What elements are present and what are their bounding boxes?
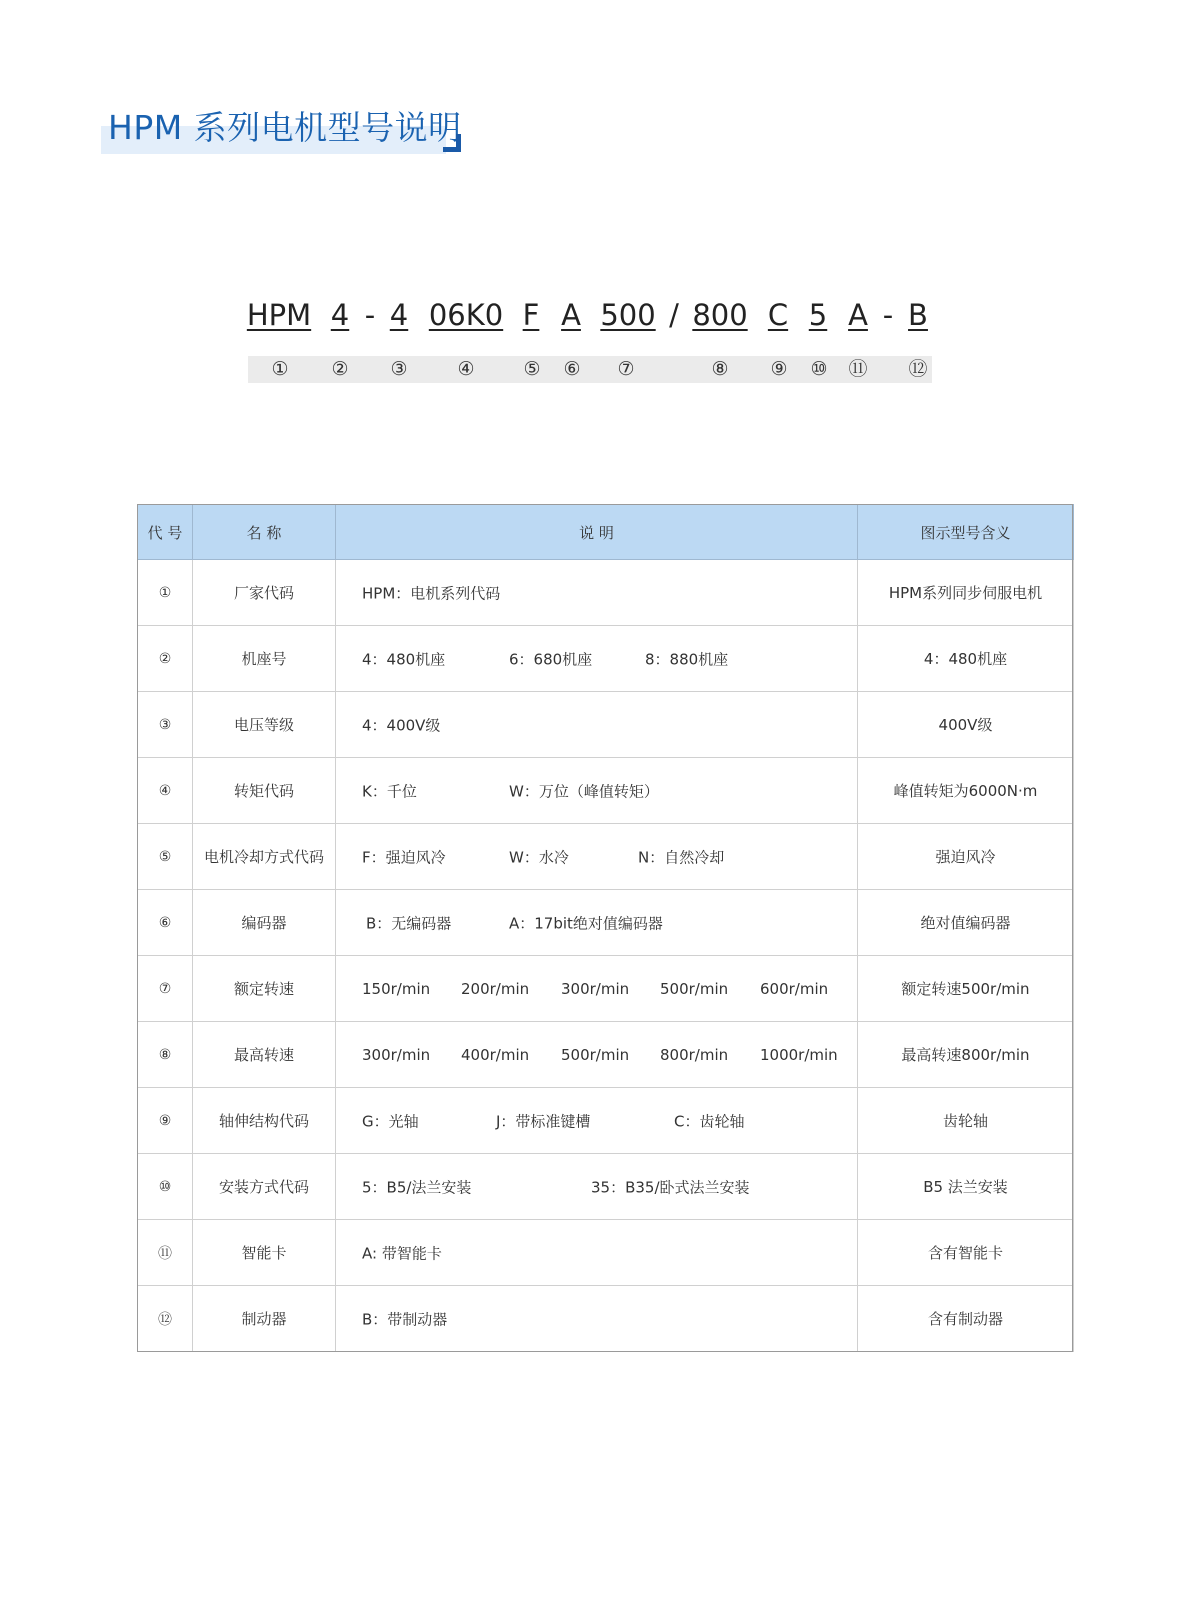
row-name: 安装方式代码 <box>193 1154 336 1220</box>
row-result: 含有智能卡 <box>858 1220 1074 1286</box>
desc-item: B：无编码器 <box>366 914 452 932</box>
row-code: ⑥ <box>138 890 193 956</box>
row-code: ② <box>138 626 193 692</box>
row-code: ④ <box>138 758 193 824</box>
row-desc <box>336 1220 858 1286</box>
code-segment: 5 <box>808 298 828 332</box>
row-desc <box>336 692 858 758</box>
desc-item: 4：400V级 <box>362 716 441 734</box>
row-name: 制动器 <box>193 1286 336 1352</box>
code-segment: 06K0 <box>428 298 504 332</box>
row-desc <box>336 1088 858 1154</box>
code-separator: - <box>882 298 894 332</box>
code-number: ⑦ <box>617 358 635 380</box>
row-code: ⑪ <box>138 1220 193 1286</box>
table-row <box>138 1220 1074 1286</box>
row-name: 编码器 <box>193 890 336 956</box>
desc-item: 300r/min <box>362 1045 431 1064</box>
header-desc: 说 明 <box>336 505 858 560</box>
desc-item: 200r/min <box>461 979 530 998</box>
table-row <box>138 626 1074 692</box>
desc-item: 500r/min <box>660 979 729 998</box>
row-name: 电压等级 <box>193 692 336 758</box>
row-desc <box>336 560 858 626</box>
table-row <box>138 1088 1074 1154</box>
code-number: ⑧ <box>711 358 729 380</box>
desc-item: W：水冷 <box>509 848 569 866</box>
row-code: ⑧ <box>138 1022 193 1088</box>
row-result: 绝对值编码器 <box>858 890 1074 956</box>
row-name: 机座号 <box>193 626 336 692</box>
table-row <box>138 824 1074 890</box>
desc-item: C：齿轮轴 <box>674 1112 745 1130</box>
desc-item: 600r/min <box>760 979 829 998</box>
row-name: 最高转速 <box>193 1022 336 1088</box>
desc-item: A：17bit绝对值编码器 <box>509 914 663 932</box>
row-result: B5 法兰安装 <box>858 1154 1074 1220</box>
desc-item: F：强迫风冷 <box>362 848 446 866</box>
desc-item: 300r/min <box>561 979 630 998</box>
table-header-row <box>138 505 1074 560</box>
table-row <box>138 1022 1074 1088</box>
row-result: 齿轮轴 <box>858 1088 1074 1154</box>
code-segment: HPM <box>246 298 312 332</box>
code-number: ① <box>271 358 289 380</box>
row-desc <box>336 758 858 824</box>
table-row <box>138 758 1074 824</box>
page-title-block <box>101 108 464 156</box>
row-desc <box>336 890 858 956</box>
code-separator: / <box>669 298 679 332</box>
desc-item: 6：680机座 <box>509 650 593 668</box>
header-result: 图示型号含义 <box>858 505 1074 560</box>
desc-item: J：带标准键槽 <box>496 1112 591 1130</box>
table-row <box>138 1154 1074 1220</box>
table-row <box>138 890 1074 956</box>
desc-item: 4：480机座 <box>362 650 446 668</box>
row-name: 智能卡 <box>193 1220 336 1286</box>
desc-item: W：万位（峰值转矩） <box>509 782 659 800</box>
row-code: ⑦ <box>138 956 193 1022</box>
row-result: 峰值转矩为6000N·m <box>858 758 1074 824</box>
number-strip <box>248 356 932 383</box>
row-code: ⑤ <box>138 824 193 890</box>
desc-item: 8：880机座 <box>645 650 729 668</box>
row-name: 厂家代码 <box>193 560 336 626</box>
spec-table <box>137 504 1074 1352</box>
code-number: ⑫ <box>908 358 928 380</box>
row-desc <box>336 1154 858 1220</box>
code-segment: 4 <box>330 298 350 332</box>
desc-item: 500r/min <box>561 1045 630 1064</box>
row-code: ① <box>138 560 193 626</box>
code-segment: C <box>767 298 789 332</box>
code-number: ⑥ <box>563 358 581 380</box>
code-segment: 800 <box>692 298 748 332</box>
code-segment: A <box>848 298 868 332</box>
header-code: 代 号 <box>138 505 193 560</box>
row-code: ⑫ <box>138 1286 193 1352</box>
row-desc <box>336 956 858 1022</box>
row-code: ③ <box>138 692 193 758</box>
row-desc <box>336 1286 858 1352</box>
row-desc <box>336 824 858 890</box>
row-code: ⑨ <box>138 1088 193 1154</box>
table-row <box>138 956 1074 1022</box>
row-result: 强迫风冷 <box>858 824 1074 890</box>
desc-item: 800r/min <box>660 1045 729 1064</box>
desc-item: 35：B35/卧式法兰安装 <box>591 1178 750 1196</box>
desc-item: A: 带智能卡 <box>362 1244 442 1262</box>
row-code: ⑩ <box>138 1154 193 1220</box>
row-desc <box>336 1022 858 1088</box>
row-result: 最高转速800r/min <box>858 1022 1074 1088</box>
desc-item: K：千位 <box>362 782 417 800</box>
row-result: 4：480机座 <box>858 626 1074 692</box>
desc-item: 1000r/min <box>760 1045 838 1064</box>
code-number: ⑤ <box>523 358 541 380</box>
desc-item: 5：B5/法兰安装 <box>362 1178 472 1196</box>
row-name: 电机冷却方式代码 <box>193 824 336 890</box>
code-number: ④ <box>457 358 475 380</box>
row-result: HPM系列同步伺服电机 <box>858 560 1074 626</box>
code-segment: A <box>561 298 581 332</box>
code-segment: 4 <box>389 298 409 332</box>
code-separator: - <box>364 298 376 332</box>
code-number: ⑩ <box>810 358 828 380</box>
desc-item: N：自然冷却 <box>638 848 725 866</box>
desc-item: G：光轴 <box>362 1112 419 1130</box>
code-number: ⑨ <box>770 358 788 380</box>
code-segment: B <box>908 298 928 332</box>
code-segment: 500 <box>600 298 656 332</box>
table-row <box>138 692 1074 758</box>
row-name: 轴伸结构代码 <box>193 1088 336 1154</box>
code-number: ⑪ <box>848 358 868 380</box>
desc-item: 150r/min <box>362 979 431 998</box>
row-result: 额定转速500r/min <box>858 956 1074 1022</box>
page-title: HPM 系列电机型号说明 <box>108 108 462 147</box>
row-result: 400V级 <box>858 692 1074 758</box>
row-result: 含有制动器 <box>858 1286 1074 1352</box>
row-name: 额定转速 <box>193 956 336 1022</box>
table-row <box>138 1286 1074 1352</box>
table-row <box>138 560 1074 626</box>
desc-item: B：带制动器 <box>362 1310 448 1328</box>
desc-item: 400r/min <box>461 1045 530 1064</box>
code-segment: F <box>522 298 540 332</box>
code-number: ② <box>331 358 349 380</box>
row-name: 转矩代码 <box>193 758 336 824</box>
desc-item: HPM：电机系列代码 <box>362 584 501 602</box>
title-corner-bracket <box>443 134 461 152</box>
code-number: ③ <box>390 358 408 380</box>
header-name: 名 称 <box>193 505 336 560</box>
row-desc <box>336 626 858 692</box>
